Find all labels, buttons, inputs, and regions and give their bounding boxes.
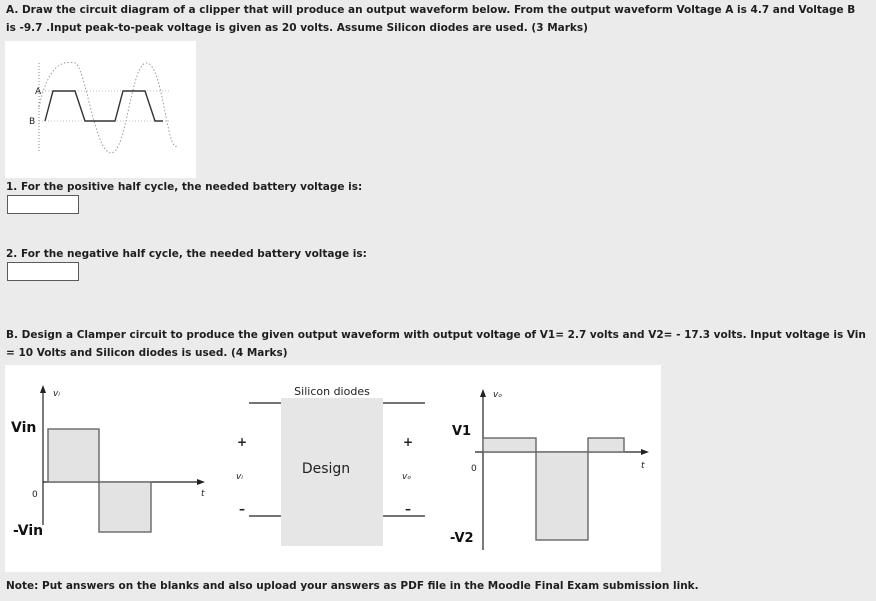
v2-label: -V2 [450, 531, 474, 546]
negative-battery-answer-input[interactable] [7, 262, 79, 281]
label-b: B [29, 117, 36, 127]
vin-label: Vin [11, 420, 37, 436]
clipped-output [45, 91, 163, 121]
output-zero-label: 0 [471, 464, 477, 474]
input-time-label: t [201, 489, 205, 499]
v1-label: V1 [452, 424, 472, 439]
label-a: A [35, 87, 42, 97]
input-time-arrow [197, 479, 205, 485]
output-plus: + [403, 435, 414, 449]
question-a-text: A. Draw the circuit diagram of a clipper that will produce an output waveform below. From the output waveform Voltage A is 4.7 and Voltage B is -9.7 .Input peak-to-peak voltage is given as 20 volts. Assume Silicon diodes are used. (3 Marks) [6, 4, 856, 34]
output-minus: – [405, 502, 411, 516]
vi-axis-label: vᵢ [53, 389, 60, 399]
input-negative-pulse [99, 482, 151, 532]
clipper-waveform-figure [5, 41, 196, 178]
part1-label: 1. For the positive half cycle, the needed battery voltage is: [6, 181, 363, 193]
input-zero-label: 0 [32, 490, 38, 500]
output-time-arrow [641, 449, 649, 455]
output-vo-term: vₒ [402, 472, 412, 482]
input-positive-pulse [48, 429, 99, 482]
question-b-text: B. Design a Clamper circuit to produce the given output waveform with output voltage of V1= 2.7 volts and V2= - 17.3 volts. Input voltage is Vin = 10 Volts and Silicon diodes is used. (4 Marks) [6, 329, 866, 359]
note-text: Note: Put answers on the blanks and also upload your answers as PDF file in the Moodle Final Exam submission link. [6, 580, 699, 592]
neg-vin-label: -Vin [13, 523, 44, 539]
input-vi-term: vᵢ [236, 472, 243, 482]
box-label: Design [301, 461, 351, 477]
output-negative-pulse [536, 452, 588, 540]
vo-axis-label: vₒ [493, 390, 503, 400]
clamper-figure [5, 365, 661, 572]
input-minus: – [239, 502, 245, 516]
output-positive-pulse-1 [483, 438, 536, 452]
part2-label: 2. For the negative half cycle, the needed battery voltage is: [6, 248, 367, 260]
box-title: Silicon diodes [294, 385, 370, 398]
output-axis-arrow [480, 389, 486, 397]
output-time-label: t [641, 461, 645, 471]
output-positive-pulse-2 [588, 438, 624, 452]
positive-battery-answer-input[interactable] [7, 195, 79, 214]
input-axis-arrow [40, 385, 46, 393]
input-sine [39, 62, 177, 153]
input-plus: + [237, 435, 248, 449]
